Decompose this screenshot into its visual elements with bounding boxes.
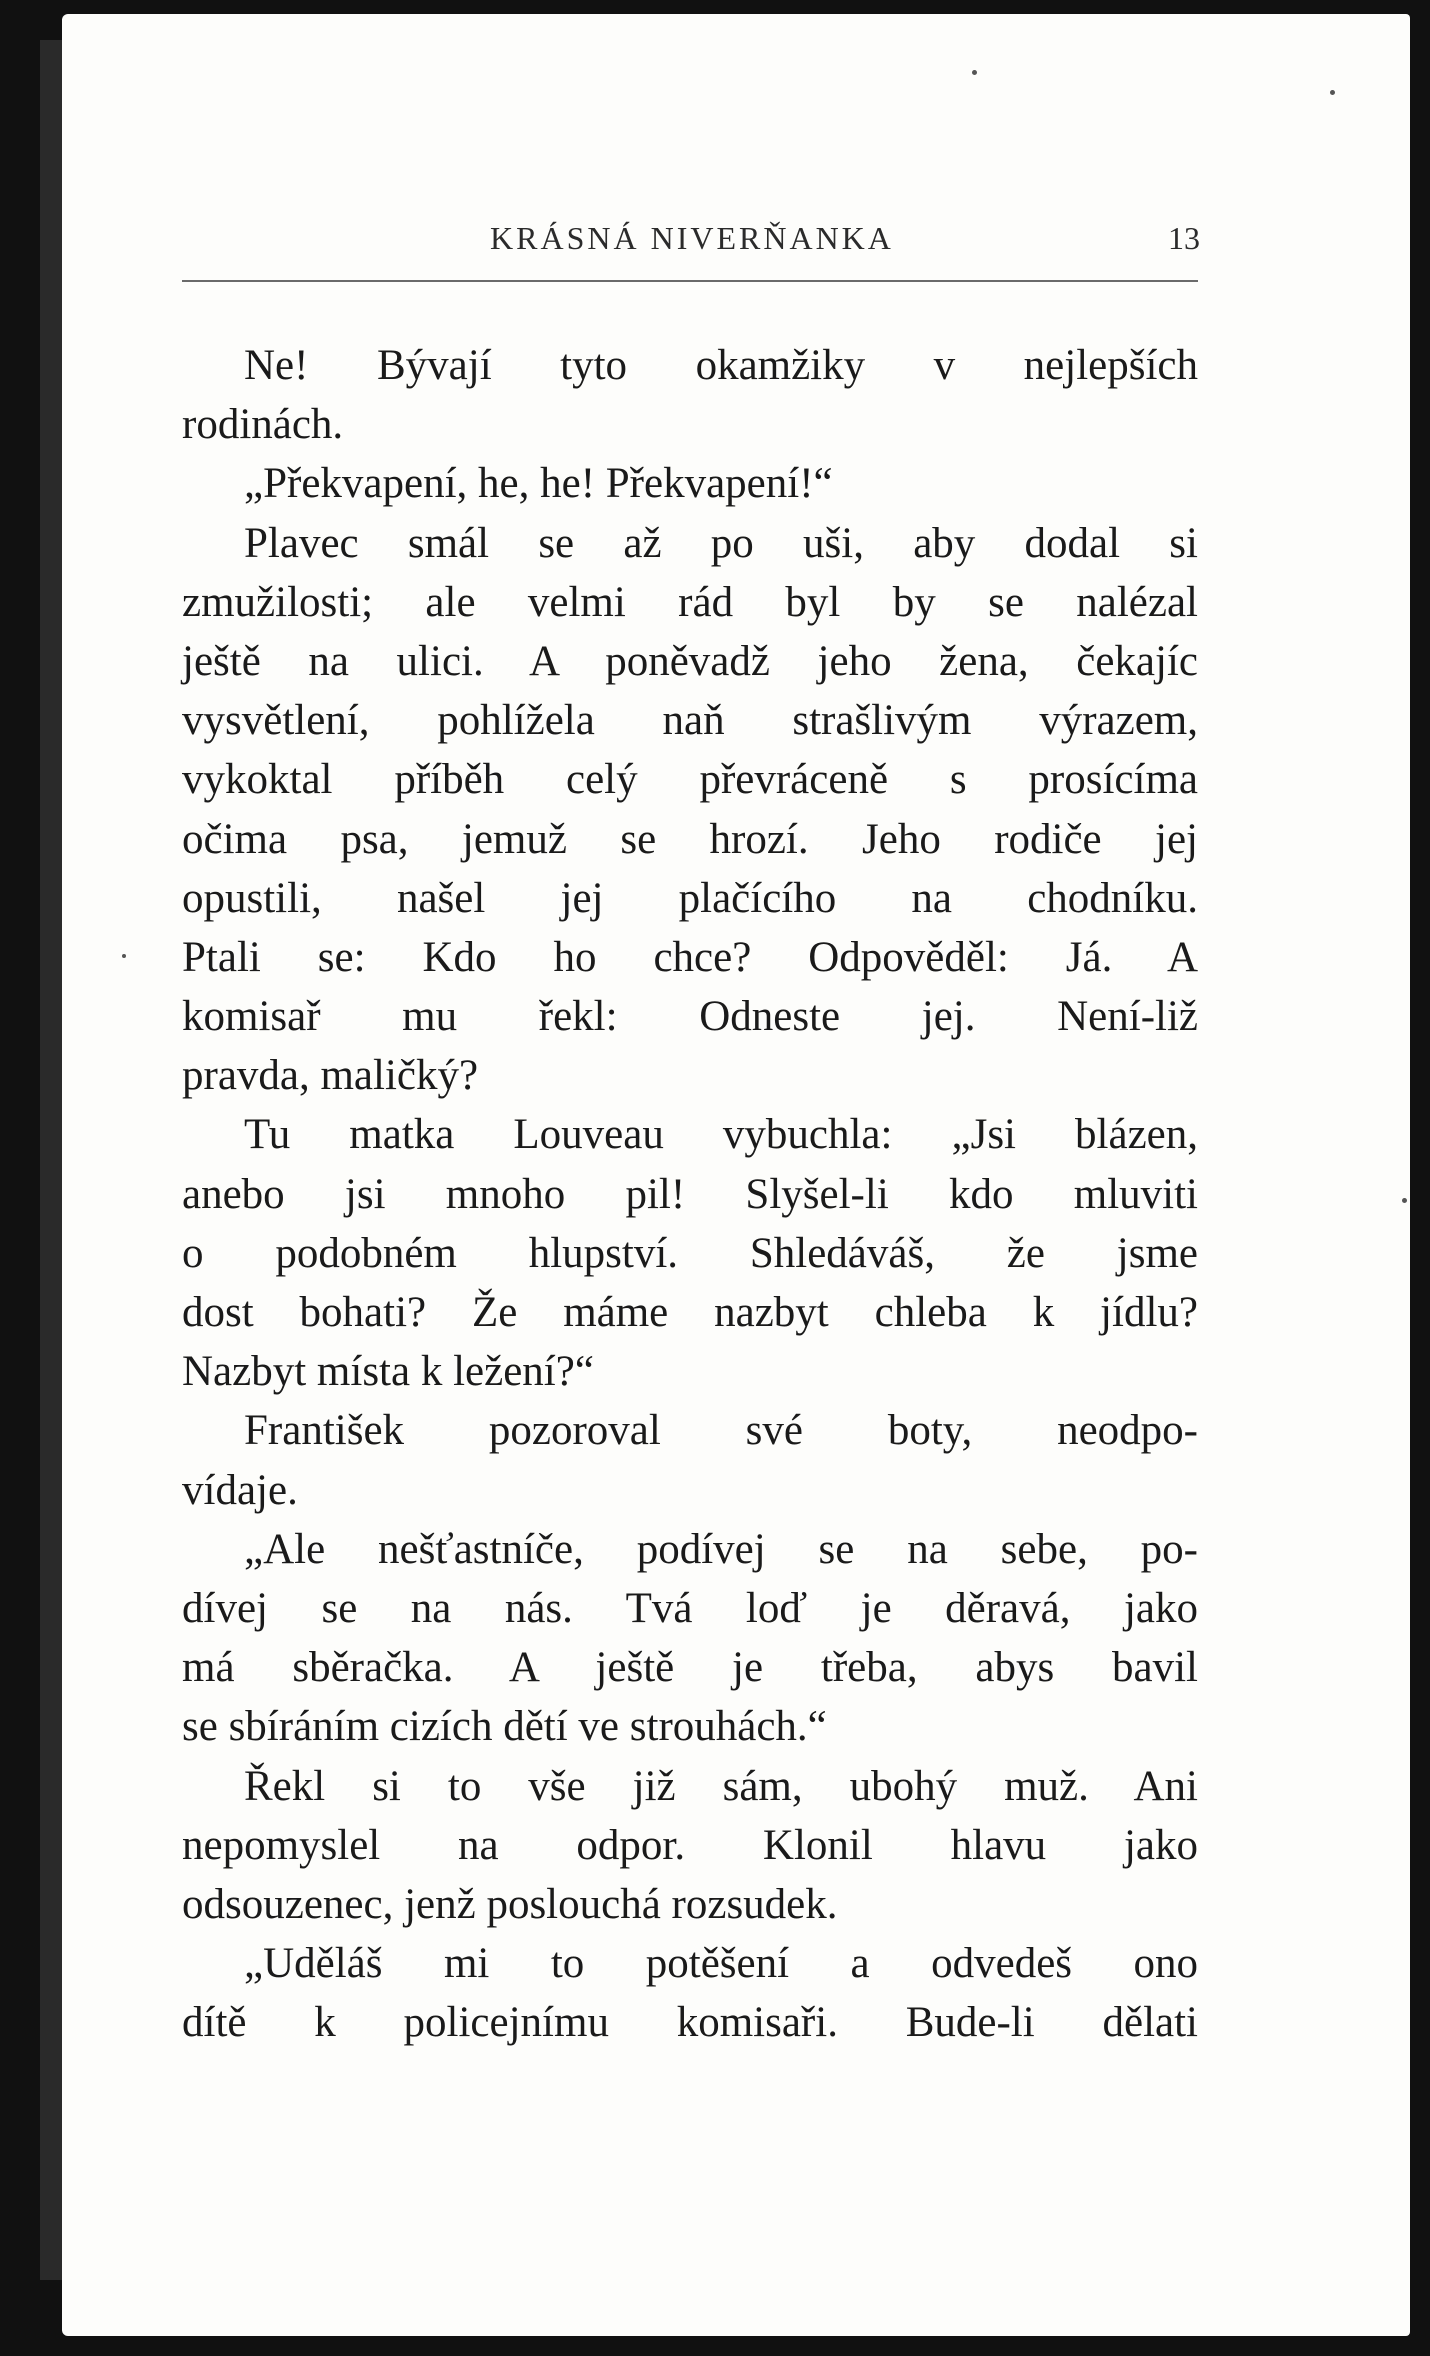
text-line: František pozoroval své boty, neodpo- bbox=[244, 1407, 1198, 1455]
text-line: komisař mu řekl: Odneste jej. Není-liž bbox=[182, 993, 1198, 1041]
text-line: o podobném hlupství. Shledáváš, že jsme bbox=[182, 1229, 1198, 1277]
text-line: vykoktal příběh celý převráceně s prosícíma bbox=[182, 756, 1198, 804]
text-line: „Uděláš mi to potěšení a odvedeš ono bbox=[244, 1940, 1198, 1988]
dust-speck bbox=[1330, 90, 1335, 95]
text-line: „Překvapení, he, he! Překvapení!“ bbox=[244, 460, 833, 508]
text-line: Řekl si to vše již sám, ubohý muž. Ani bbox=[244, 1762, 1198, 1810]
text-line: „Ale nešťastníče, podívej se na sebe, po- bbox=[244, 1525, 1198, 1573]
text-line: opustili, našel jej plačícího na chodníku. bbox=[182, 874, 1198, 922]
text-line: dost bohati? Že máme nazbyt chleba k jídlu? bbox=[182, 1289, 1198, 1336]
text-line: Nazbyt místa k ležení?“ bbox=[182, 1348, 594, 1396]
dust-speck bbox=[972, 70, 977, 75]
text-line: nepomyslel na odpor. Klonil hlavu jako bbox=[182, 1821, 1198, 1869]
text-line: má sběračka. A ještě je třeba, abys bavil bbox=[182, 1644, 1198, 1692]
text-line: vysvětlení, pohlížela naň strašlivým výrazem, bbox=[182, 697, 1198, 745]
text-line: se sbíráním cizích dětí ve strouhách.“ bbox=[182, 1703, 827, 1751]
text-line: rodinách. bbox=[182, 401, 344, 449]
text-line: odsouzenec, jenž poslouchá rozsudek. bbox=[182, 1880, 838, 1928]
text-line: ještě na ulici. A poněvadž jeho žena, čekajíc bbox=[182, 637, 1198, 685]
text-line: očima psa, jemuž se hrozí. Jeho rodiče jej bbox=[182, 815, 1198, 863]
dust-speck bbox=[122, 954, 126, 958]
text-line: Plavec smál se až po uši, aby dodal si bbox=[244, 519, 1198, 567]
page-number: 13 bbox=[1168, 220, 1200, 256]
body-text bbox=[182, 336, 1198, 2052]
header-rule bbox=[182, 280, 1198, 282]
running-title: KRÁSNÁ NIVERŇANKA bbox=[490, 220, 894, 256]
text-line: zmužilosti; ale velmi rád byl by se nalézal bbox=[182, 578, 1198, 626]
text-line: Tu matka Louveau vybuchla: „Jsi blázen, bbox=[244, 1111, 1198, 1159]
text-line: anebo jsi mnoho pil! Slyšel-li kdo mluviti bbox=[182, 1170, 1198, 1218]
text-line: Ptali se: Kdo ho chce? Odpověděl: Já. A bbox=[182, 933, 1198, 981]
text-line: dívej se na nás. Tvá loď je děravá, jako bbox=[182, 1584, 1198, 1632]
text-line: vídaje. bbox=[182, 1466, 298, 1514]
dust-speck bbox=[1402, 1198, 1407, 1203]
text-line: Ne! Bývají tyto okamžiky v nejlepších bbox=[244, 342, 1198, 389]
text-line: dítě k policejnímu komisaři. Bude-li dělati bbox=[182, 1999, 1198, 2047]
book-spine-shadow bbox=[40, 40, 64, 2280]
text-line: pravda, maličký? bbox=[182, 1052, 479, 1100]
running-head bbox=[180, 220, 1200, 264]
